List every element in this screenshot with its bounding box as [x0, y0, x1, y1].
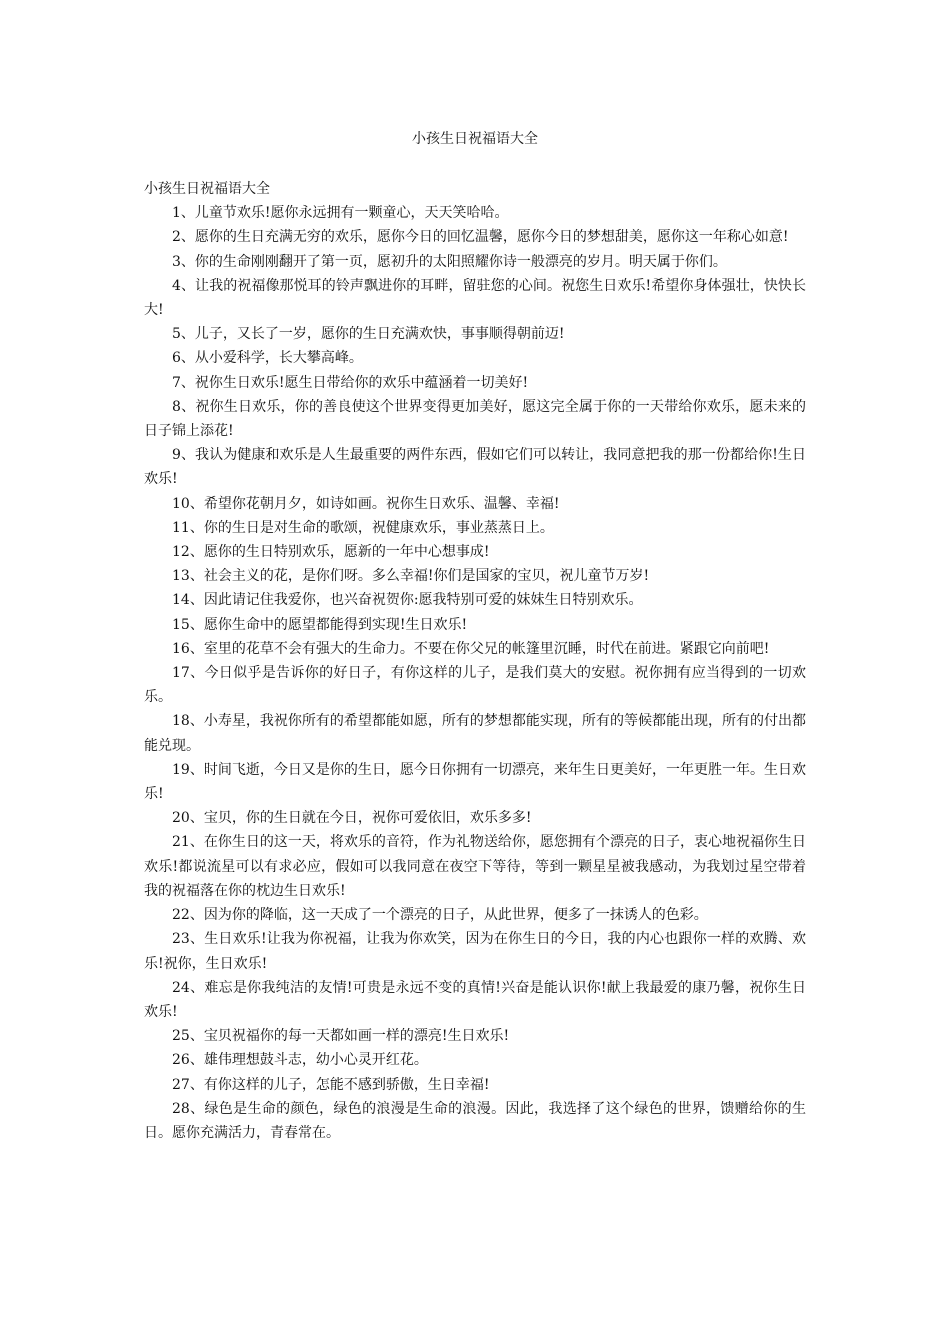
wish-item: 9、我认为健康和欢乐是人生最重要的两件东西，假如它们可以转让，我同意把我的那一份都给你!生日欢乐!: [144, 447, 806, 488]
wish-item: 27、有你这样的儿子，怎能不感到骄傲，生日幸福!: [172, 1076, 490, 1093]
wish-item: 24、难忘是你我纯洁的友情!可贵是永远不变的真情!兴奋是能认识你!献上我最爱的康乃馨，祝你生日欢乐!: [144, 979, 806, 1020]
wish-item: 14、因此请记住我爱你，也兴奋祝贺你:愿我特别可爱的妹妹生日特别欢乐。: [172, 592, 643, 609]
wish-item: 28、绿色是生命的颜色，绿色的浪漫是生命的浪漫。因此，我选择了这个绿色的世界，馈赠给你的生日。愿你充满活力，青春常在。: [144, 1100, 806, 1141]
wish-item: 6、从小爱科学，长大攀高峰。: [172, 350, 363, 367]
wish-item: 23、生日欢乐!让我为你祝福，让我为你欢笑，因为在你生日的今日，我的内心也跟你一样的欢腾、欢乐!祝你，生日欢乐!: [144, 931, 806, 972]
wish-item: 25、宝贝祝福你的每一天都如画一样的漂亮!生日欢乐!: [172, 1028, 510, 1045]
section-heading: 小孩生日祝福语大全: [144, 181, 270, 197]
wish-item: 5、儿子，又长了一岁，愿你的生日充满欢快，事事顺得朝前迈!: [172, 326, 565, 343]
wish-item: 12、愿你的生日特别欢乐，愿新的一年中心想事成!: [172, 544, 490, 561]
wish-item: 3、你的生命刚刚翻开了第一页，愿初升的太阳照耀你诗一般漂亮的岁月。明天属于你们。: [172, 253, 727, 270]
wish-item: 7、祝你生日欢乐!愿生日带给你的欢乐中蕴涵着一切美好!: [172, 374, 529, 391]
wish-item: 22、因为你的降临，这一天成了一个漂亮的日子，从此世界，便多了一抹诱人的色彩。: [172, 907, 708, 924]
wish-item: 2、愿你的生日充满无穷的欢乐，愿你今日的回忆温馨，愿你今日的梦想甜美，愿你这一年称心如意!: [172, 229, 789, 246]
wish-item: 13、社会主义的花，是你们呀。多么幸福!你们是国家的宝贝，祝儿童节万岁!: [172, 568, 650, 585]
wish-item: 10、希望你花朝月夕，如诗如画。祝你生日欢乐、温馨、幸福!: [172, 495, 560, 512]
wish-item: 8、祝你生日欢乐，你的善良使这个世界变得更加美好，愿这完全属于你的一天带给你欢乐，愿未来的日子锦上添花!: [144, 398, 806, 440]
wish-item: 11、你的生日是对生命的歌颂，祝健康欢乐，事业蒸蒸日上。: [172, 519, 554, 536]
wish-item: 17、今日似乎是告诉你的好日子，有你这样的儿子，是我们莫大的安慰。祝你拥有应当得到的一切欢乐。: [144, 665, 806, 706]
wish-item: 1、儿童节欢乐!愿你永远拥有一颗童心，天天笑哈哈。: [172, 205, 509, 222]
wish-item: 21、在你生日的这一天，将欢乐的音符，作为礼物送给你，愿您拥有个漂亮的日子，衷心地祝福你生日欢乐!都说流星可以有求必应，假如可以我同意在夜空下等待，等到一颗星星被我感动，为我划过星空带着我的祝福落在你的枕边生日欢乐!: [144, 834, 806, 899]
wish-item: 4、让我的祝福像那悦耳的铃声飘进你的耳畔，留驻您的心间。祝您生日欢乐!希望你身体强壮，快快长大!: [144, 277, 806, 319]
document-body: [144, 177, 806, 1145]
wish-item: 18、小寿星，我祝你所有的希望都能如愿，所有的梦想都能实现，所有的等候都能出现，所有的付出都能兑现。: [144, 713, 806, 754]
document-title: 小孩生日祝福语大全: [412, 131, 538, 147]
wish-item: 15、愿你生命中的愿望都能得到实现!生日欢乐!: [172, 616, 468, 633]
wish-item: 26、雄伟理想鼓斗志，幼小心灵开红花。: [172, 1052, 428, 1069]
wish-item: 16、室里的花草不会有强大的生命力。不要在你父兄的帐篷里沉睡，时代在前进。紧跟它向前吧!: [172, 640, 770, 657]
wish-item: 19、时间飞逝，今日又是你的生日，愿今日你拥有一切漂亮，来年生日更美好，一年更胜一年。生日欢乐!: [144, 761, 806, 803]
wish-item: 20、宝贝，你的生日就在今日，祝你可爱依旧，欢乐多多!: [172, 810, 532, 827]
